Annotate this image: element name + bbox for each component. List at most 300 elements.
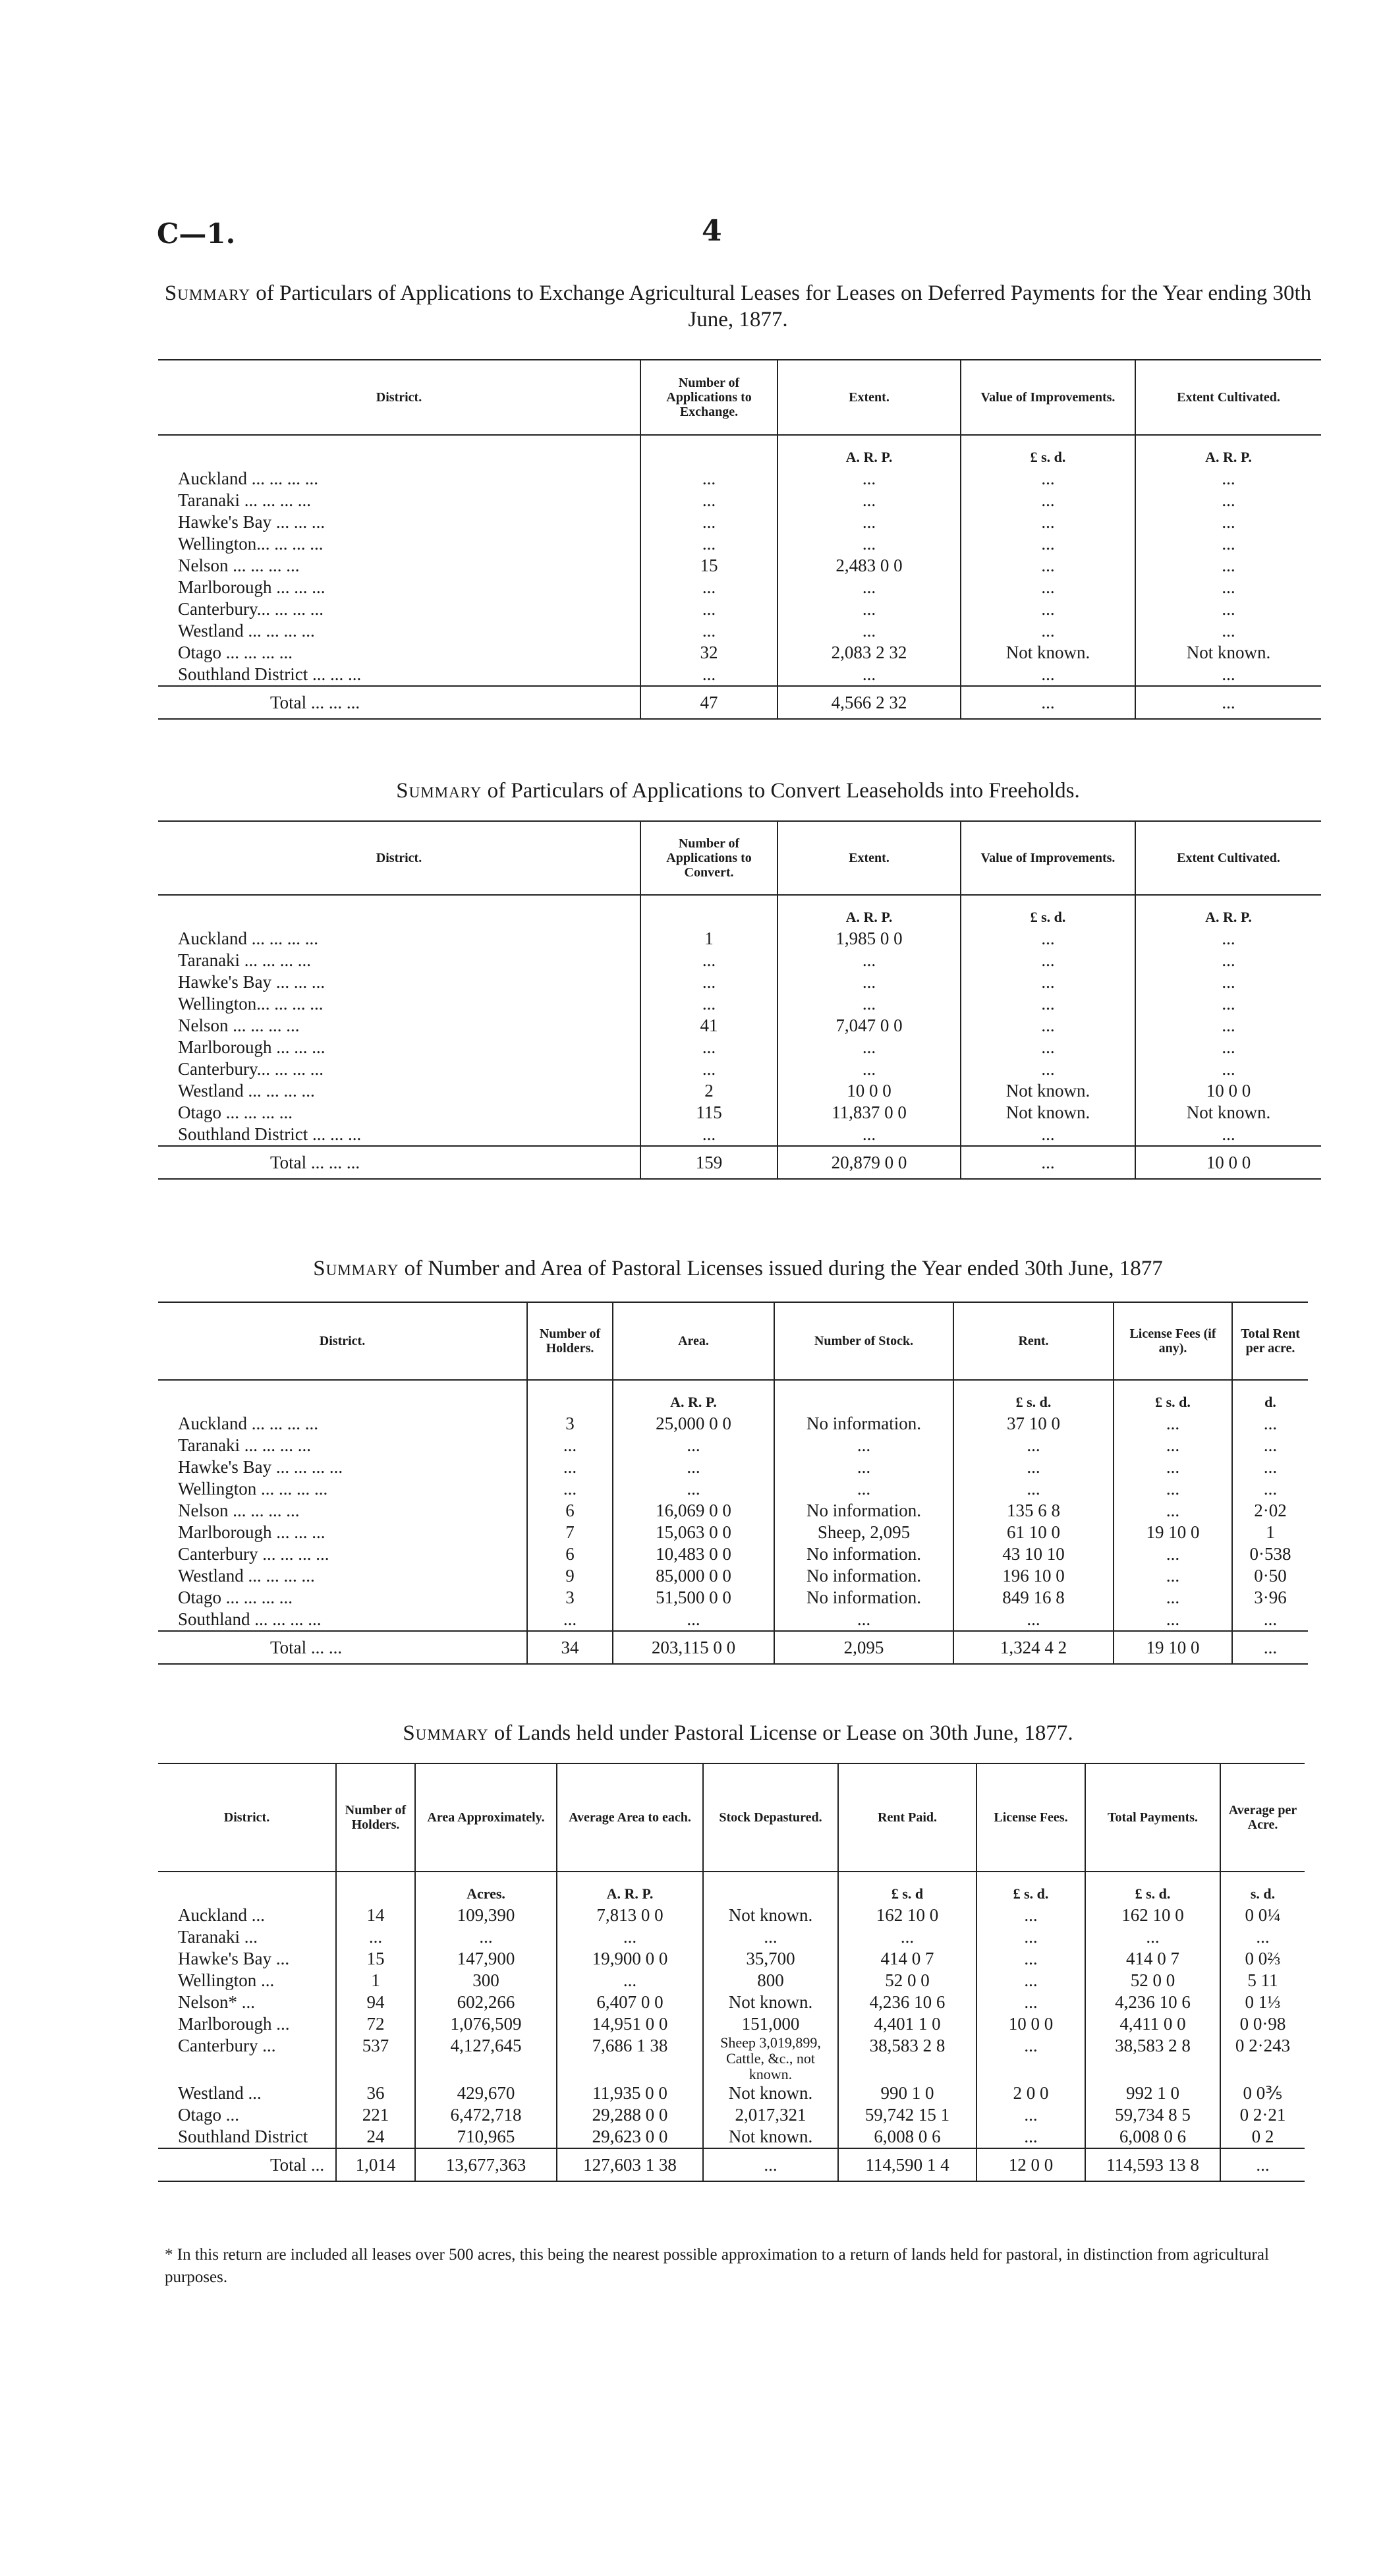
value-cell: ... [703,1926,838,1948]
value-cell: 5 11 [1220,1970,1305,1991]
value-cell: ... [1135,971,1321,993]
column-header: Extent. [777,821,961,895]
value-cell: ... [976,1991,1085,2013]
value-cell: 3 [527,1587,613,1609]
value-cell: ... [1220,1926,1305,1948]
unit-cell [774,1380,953,1413]
value-cell: 51,500 0 0 [613,1587,774,1609]
table-row [158,1478,1308,1500]
total-cell: ... [703,2148,838,2181]
district-cell: Nelson ... ... ... ... [178,556,300,575]
unit-cell: A. R. P. [613,1380,774,1413]
district-cell: Westland ... ... ... ... [178,1566,315,1586]
district-cell: Taranaki ... ... ... ... [178,490,312,510]
column-header: District. [158,360,640,435]
value-cell: 6 [527,1543,613,1565]
column-header: Stock Depastured. [703,1763,838,1872]
value-cell: ... [1232,1609,1308,1631]
district-cell: Auckland ... [178,1905,265,1925]
table-row [158,928,1321,950]
total-cell: ... [1232,1631,1308,1664]
table-row [158,1926,1305,1948]
value-cell: 38,583 2 8 [1085,2035,1220,2082]
value-cell: ... [961,598,1135,620]
total-cell: 20,879 0 0 [777,1146,961,1179]
table-row [158,1456,1308,1478]
table-row [158,1948,1305,1970]
total-row [158,1146,1321,1179]
value-cell: 1,985 0 0 [777,928,961,950]
value-cell: 6 [527,1500,613,1522]
total-row [158,2148,1305,2181]
value-cell: 2 0 0 [976,2082,1085,2104]
column-header: Average per Acre. [1220,1763,1305,1872]
value-cell: ... [961,511,1135,533]
value-cell: ... [976,1904,1085,1926]
table-header-row [158,360,1321,435]
value-cell: ... [640,971,777,993]
total-cell: 47 [640,686,777,719]
value-cell: ... [961,928,1135,950]
value-cell: ... [640,533,777,555]
value-cell: 9 [527,1565,613,1587]
value-cell: 61 10 0 [953,1522,1114,1543]
value-cell: ... [1232,1435,1308,1456]
value-cell: ... [777,620,961,642]
value-cell: 15 [640,555,777,577]
value-cell: 7,686 1 38 [557,2035,703,2082]
value-cell: 429,670 [415,2082,557,2104]
value-cell: ... [1135,620,1321,642]
value-cell: ... [1114,1565,1232,1587]
value-cell: ... [1232,1478,1308,1500]
district-cell: Hawke's Bay ... ... ... ... [178,1457,343,1477]
value-cell: ... [1114,1500,1232,1522]
district-cell: Hawke's Bay ... ... ... [178,512,325,532]
total-cell: 13,677,363 [415,2148,557,2181]
table-row [158,1543,1308,1565]
value-cell: 1 [640,928,777,950]
total-cell: ... [1220,2148,1305,2181]
value-cell: Sheep 3,019,899, Cattle, &c., not known. [703,2035,838,2082]
value-cell: ... [1232,1413,1308,1435]
value-cell: ... [336,1926,415,1948]
unit-cell: d. [1232,1380,1308,1413]
unit-cell: A. R. P. [557,1872,703,1904]
value-cell: ... [777,577,961,598]
value-cell: 10 0 0 [777,1080,961,1102]
district-cell: Canterbury... ... ... ... [178,1059,324,1079]
value-cell: ... [961,1124,1135,1146]
value-cell: ... [613,1435,774,1456]
value-cell: ... [961,490,1135,511]
table-row [158,1565,1308,1587]
value-cell: 0 0⅗ [1220,2082,1305,2104]
value-cell: Not known. [703,1904,838,1926]
value-cell: ... [1135,598,1321,620]
district-cell: Westland ... ... ... ... [178,1081,315,1101]
value-cell: ... [640,620,777,642]
value-cell: 414 0 7 [838,1948,976,1970]
value-cell: 1 [1232,1522,1308,1543]
unit-cell: £ s. d. [953,1380,1114,1413]
table-row [158,1587,1308,1609]
unit-cell: A. R. P. [1135,435,1321,468]
value-cell: 16,069 0 0 [613,1500,774,1522]
value-cell: ... [961,577,1135,598]
unit-cell [158,895,640,928]
column-header: Number of Applications to Convert. [640,821,777,895]
value-cell: ... [777,533,961,555]
column-header: Area. [613,1302,774,1380]
value-cell: 800 [703,1970,838,1991]
unit-cell: s. d. [1220,1872,1305,1904]
value-cell: ... [961,468,1135,490]
value-cell: 7,047 0 0 [777,1015,961,1037]
unit-cell: £ s. d. [961,895,1135,928]
district-cell: Westland ... [178,2083,262,2103]
value-cell: 4,411 0 0 [1085,2013,1220,2035]
summary-table [158,1763,1305,2182]
units-row [158,1380,1308,1413]
table-row [158,1102,1321,1124]
table-row [158,555,1321,577]
value-cell: 221 [336,2104,415,2126]
column-header: Rent Paid. [838,1763,976,1872]
total-cell: 203,115 0 0 [613,1631,774,1664]
district-cell: Southland District ... ... ... [178,664,362,684]
unit-cell [640,435,777,468]
column-header: License Fees. [976,1763,1085,1872]
value-cell: ... [1232,1456,1308,1478]
section-title-lead: Summary [403,1721,489,1745]
unit-cell [158,1872,336,1904]
total-cell: 127,603 1 38 [557,2148,703,2181]
table-row [158,1058,1321,1080]
value-cell: No information. [774,1565,953,1587]
total-cell: ... [961,686,1135,719]
value-cell: Not known. [961,1102,1135,1124]
district-cell: Auckland ... ... ... ... [178,469,318,488]
unit-cell: £ s. d. [961,435,1135,468]
value-cell: ... [527,1456,613,1478]
section-title [152,1255,1324,1282]
value-cell: 2,017,321 [703,2104,838,2126]
district-cell: Canterbury ... [178,2036,276,2055]
column-header: Extent Cultivated. [1135,821,1321,895]
total-cell: ... [961,1146,1135,1179]
table-row [158,533,1321,555]
value-cell: 36 [336,2082,415,2104]
district-cell: Southland District ... ... ... [178,1124,362,1144]
table-row [158,2013,1305,2035]
value-cell: ... [1135,993,1321,1015]
table-row [158,1015,1321,1037]
district-cell: Southland ... ... ... ... [178,1609,322,1629]
value-cell: 35,700 [703,1948,838,1970]
unit-cell [158,435,640,468]
table-row [158,620,1321,642]
district-cell: Marlborough ... ... ... [178,1037,325,1057]
table-row [158,950,1321,971]
section-title-lead: Summary [396,779,482,803]
value-cell: ... [777,1058,961,1080]
value-cell: ... [1135,555,1321,577]
page-number: 4 [702,214,722,248]
total-cell: Total ... [158,2148,336,2181]
district-cell: Nelson* ... [178,1992,255,2012]
column-header: Total Payments. [1085,1763,1220,1872]
table-row [158,577,1321,598]
value-cell: 32 [640,642,777,664]
value-cell: ... [527,1435,613,1456]
value-cell: 0 2·243 [1220,2035,1305,2082]
total-cell: 12 0 0 [976,2148,1085,2181]
column-header: District. [158,1302,527,1380]
value-cell: 115 [640,1102,777,1124]
value-cell: ... [640,468,777,490]
unit-cell [336,1872,415,1904]
district-cell: Taranaki ... ... ... ... [178,1435,312,1455]
value-cell: ... [953,1435,1114,1456]
value-cell: ... [953,1478,1114,1500]
value-cell: 2 [640,1080,777,1102]
table-row [158,1904,1305,1926]
total-cell: 10 0 0 [1135,1146,1321,1179]
value-cell: 1 [336,1970,415,1991]
district-cell: Wellington... ... ... ... [178,994,324,1014]
value-cell: 6,008 0 6 [838,2126,976,2148]
value-cell: 19 10 0 [1114,1522,1232,1543]
table-row [158,1991,1305,2013]
table-row [158,1413,1308,1435]
table-row [158,2104,1305,2126]
table-row [158,1080,1321,1102]
value-cell: ... [961,620,1135,642]
value-cell: ... [640,1124,777,1146]
section-title [152,778,1324,804]
section-title-lead: Summary [313,1257,399,1280]
table-row [158,664,1321,686]
value-cell: ... [527,1609,613,1631]
value-cell: ... [1135,1058,1321,1080]
table-row [158,490,1321,511]
value-cell: 3·96 [1232,1587,1308,1609]
value-cell: ... [640,664,777,686]
value-cell: ... [1135,664,1321,686]
table-header-row [158,1763,1305,1872]
district-cell: Hawke's Bay ... [178,1949,290,1968]
unit-cell: £ s. d. [1114,1380,1232,1413]
district-cell: Canterbury ... ... ... ... [178,1544,329,1564]
value-cell: 14 [336,1904,415,1926]
value-cell: 0 0·98 [1220,2013,1305,2035]
section-title [152,1720,1324,1746]
value-cell: 85,000 0 0 [613,1565,774,1587]
value-cell: ... [1114,1478,1232,1500]
total-cell: Total ... ... [158,1631,527,1664]
table-row [158,1970,1305,1991]
value-cell: ... [613,1478,774,1500]
district-cell: Nelson ... ... ... ... [178,1016,300,1035]
value-cell: ... [777,993,961,1015]
value-cell: ... [527,1478,613,1500]
district-cell: Hawke's Bay ... ... ... [178,972,325,992]
value-cell: ... [415,1926,557,1948]
value-cell: ... [976,1948,1085,1970]
column-header: Number of Holders. [336,1763,415,1872]
value-cell: ... [640,1058,777,1080]
value-cell: Not known. [1135,1102,1321,1124]
value-cell: 4,236 10 6 [1085,1991,1220,2013]
value-cell: 109,390 [415,1904,557,1926]
value-cell: ... [557,1970,703,1991]
district-cell: Taranaki ... ... ... ... [178,950,312,970]
column-header: Rent. [953,1302,1114,1380]
value-cell: ... [1135,1015,1321,1037]
value-cell: ... [1135,950,1321,971]
value-cell: No information. [774,1587,953,1609]
value-cell: ... [1114,1609,1232,1631]
column-header: Area Approximately. [415,1763,557,1872]
total-cell: Total ... ... ... [158,686,640,719]
value-cell: 151,000 [703,2013,838,2035]
value-cell: ... [961,555,1135,577]
value-cell: ... [777,511,961,533]
value-cell: ... [961,664,1135,686]
district-cell: Auckland ... ... ... ... [178,1414,318,1433]
value-cell: 59,742 15 1 [838,2104,976,2126]
value-cell: ... [961,1058,1135,1080]
table-row [158,511,1321,533]
value-cell: 147,900 [415,1948,557,1970]
district-cell: Otago ... [178,2105,239,2125]
value-cell: ... [1114,1413,1232,1435]
value-cell: ... [838,1926,976,1948]
section-title-text: of Particulars of Applications to Convert Leaseholds into Freeholds. [482,779,1080,803]
value-cell: ... [557,1926,703,1948]
value-cell: 19,900 0 0 [557,1948,703,1970]
value-cell: ... [777,468,961,490]
table-header-row [158,821,1321,895]
value-cell: ... [640,490,777,511]
column-header: License Fees (if any). [1114,1302,1232,1380]
district-cell: Otago ... ... ... ... [178,643,293,662]
total-cell: 1,014 [336,2148,415,2181]
total-cell: 114,593 13 8 [1085,2148,1220,2181]
units-row [158,435,1321,468]
district-cell: Marlborough ... [178,2014,290,2034]
table-row [158,468,1321,490]
value-cell: 38,583 2 8 [838,2035,976,2082]
column-header: District. [158,1763,336,1872]
summary-table [158,820,1321,1180]
value-cell: 59,734 8 5 [1085,2104,1220,2126]
value-cell: ... [1135,928,1321,950]
value-cell: ... [774,1478,953,1500]
value-cell: ... [774,1456,953,1478]
value-cell: 29,288 0 0 [557,2104,703,2126]
table-row [158,1124,1321,1146]
unit-cell [640,895,777,928]
total-cell: 34 [527,1631,613,1664]
table-row [158,2082,1305,2104]
value-cell: ... [976,1970,1085,1991]
value-cell: 94 [336,1991,415,2013]
column-header: Number of Holders. [527,1302,613,1380]
value-cell: 537 [336,2035,415,2082]
value-cell: ... [1135,511,1321,533]
district-cell: Wellington ... ... ... ... [178,1479,328,1499]
total-cell: 1,324 4 2 [953,1631,1114,1664]
value-cell: ... [976,2035,1085,2082]
value-cell: 29,623 0 0 [557,2126,703,2148]
value-cell: 6,472,718 [415,2104,557,2126]
district-cell: Otago ... ... ... ... [178,1588,293,1607]
value-cell: No information. [774,1543,953,1565]
value-cell: 2·02 [1232,1500,1308,1522]
value-cell: No information. [774,1413,953,1435]
table-row [158,971,1321,993]
district-cell: Taranaki ... [178,1927,258,1947]
value-cell: ... [777,598,961,620]
value-cell: 6,407 0 0 [557,1991,703,2013]
value-cell: 37 10 0 [953,1413,1114,1435]
section-title-text: of Number and Area of Pastoral Licenses issued during the Year ended 30th June, 1877 [399,1257,1163,1280]
value-cell: ... [774,1435,953,1456]
value-cell: 992 1 0 [1085,2082,1220,2104]
table-row [158,1522,1308,1543]
value-cell: 0·538 [1232,1543,1308,1565]
value-cell: 52 0 0 [838,1970,976,1991]
district-cell: Auckland ... ... ... ... [178,929,318,948]
value-cell: ... [777,1037,961,1058]
page-code: C—1. [157,217,236,250]
value-cell: Not known. [703,2126,838,2148]
table-row [158,598,1321,620]
value-cell: 0·50 [1232,1565,1308,1587]
value-cell: ... [961,971,1135,993]
value-cell: ... [777,490,961,511]
table-row [158,2126,1305,2148]
value-cell: 72 [336,2013,415,2035]
value-cell: ... [1135,468,1321,490]
value-cell: ... [777,664,961,686]
value-cell: ... [976,1926,1085,1948]
value-cell: 0 0¼ [1220,1904,1305,1926]
total-row [158,686,1321,719]
unit-cell [703,1872,838,1904]
value-cell: 7 [527,1522,613,1543]
value-cell: ... [961,950,1135,971]
value-cell: 14,951 0 0 [557,2013,703,2035]
unit-cell: A. R. P. [777,895,961,928]
column-header: Extent. [777,360,961,435]
value-cell: 10,483 0 0 [613,1543,774,1565]
column-header: Number of Applications to Exchange. [640,360,777,435]
value-cell: 2,483 0 0 [777,555,961,577]
value-cell: 162 10 0 [838,1904,976,1926]
value-cell: No information. [774,1500,953,1522]
value-cell: ... [777,950,961,971]
value-cell: 4,236 10 6 [838,1991,976,2013]
unit-cell: £ s. d [838,1872,976,1904]
value-cell: ... [1135,577,1321,598]
column-header: Total Rent per acre. [1232,1302,1308,1380]
value-cell: 135 6 8 [953,1500,1114,1522]
value-cell: Sheep, 2,095 [774,1522,953,1543]
value-cell: Not known. [703,2082,838,2104]
